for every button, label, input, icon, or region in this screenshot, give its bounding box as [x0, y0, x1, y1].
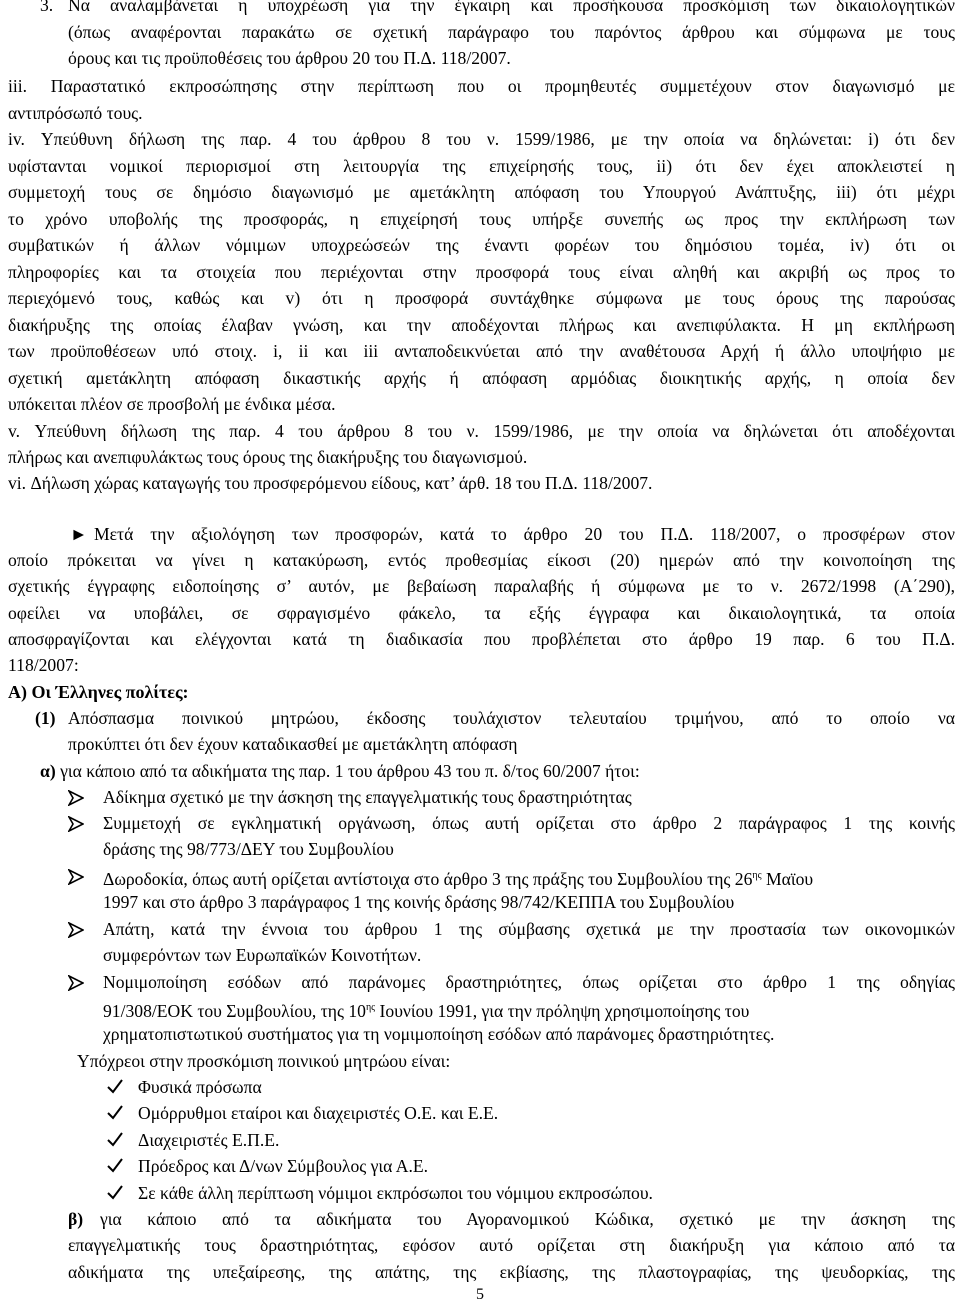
iv-line8: διακήρυξης της οποίας έλαβαν γνώση, και την αποδέχονται πλήρως και ανεπιφύλακτα. Η μη εκπλήρωση [8, 315, 955, 335]
bullet5-line2: 91/308/ΕΟΚ του Συμβουλίου, της $10^{\eta\varsigma}$ Ιουνίου 1991, για την πρόληψη χρησιμοποίησης του [103, 1000, 750, 1021]
arrowhead-icon [68, 869, 94, 885]
arrow-icon: ► [70, 524, 88, 544]
after-line2: οποίο πρόκειται να γίνει η κατακύρωση, εντός προθεσμίας είκοσι (20) ημερών από την κοινοποίηση της [8, 550, 955, 570]
after-line6: 118/2007: [8, 655, 79, 675]
bullet1-line1: Αδίκημα σχετικό με την άσκηση της επαγγελματικής τους δραστηριότητας [103, 787, 632, 807]
checkmark-icon [106, 1183, 126, 1201]
checkmark-icon [106, 1077, 126, 1095]
arrowhead-icon [68, 816, 94, 832]
vi-line1: vi. Δήλωση χώρας καταγωγής του προσφερόμενου είδους, κατ’ άρθ. 18 του Π.Δ. 118/2007. [8, 473, 653, 493]
iv-line4: το χρόνο υποβολής της προσφοράς, η επιχείρησή τους υπήρξε συνεπής ως προς την εκπλήρωση των [8, 209, 955, 229]
after-line3: σχετικής έγγραφης ειδοποίησης σ’ αυτόν, με βεβαίωση παραλαβής ή σύμφωνα με το ν. 2672/1998 (Α΄290), [8, 576, 955, 596]
iv-line10: σχετική αμετάκλητη απόφαση δικαστικής αρχής ή απόφαση αρμόδιας διοικητικής αρχής, η οποία δεν [8, 368, 955, 388]
iv-line1: iv. Υπεύθυνη δήλωση της παρ. 4 του άρθρου 8 του ν. 1599/1986, με την οποία να δηλώνεται: i) ότι δεν [8, 129, 955, 149]
bullet4-line1: Απάτη, κατά την έννοια του άρθρου 1 της σύμβασης σχετικά με την προστασία των οικονομικών [103, 919, 955, 939]
criminal-record-line2: προκύπτει ότι δεν έχουν καταδικασθεί με αμετάκλητη απόφαση [68, 734, 518, 754]
bullet2-line1: Συμμετοχή σε εγκληματική οργάνωση, όπως αυτή ορίζεται στο άρθρο 2 παράγραφος 1 της κοινής [103, 813, 955, 833]
iii-line1: iii. Παραστατικό εκπροσώπησης στην περίπτωση που οι προμηθευτές συμμετέχουν στον διαγωνισμό με [8, 76, 955, 96]
arrowhead-icon [68, 922, 94, 938]
checkmark-icon [106, 1103, 126, 1121]
document-page: 3. Να αναλαμβάνεται η υποχρέωση για την έγκαιρη και προσήκουσα προσκόμιση των δικαιολογητικών (όπως αναφέρονται παρακάτω σε σχετική παράγραφο του παρόντος άρθρου και σύμφωνα με τους όρους και τις προϋποθέσεις του άρθρου 20 του Π.Δ. 118/2007. iii. Παραστατικό εκπροσώπησης στην περίπτωση που οι προμηθευτές συμμετέχουν στον διαγωνισμό με αντιπρόσωπό τους. iv. Υπεύθυνη δήλωση της παρ. 4 του άρθρου 8 του ν. 1599/1986, με την οποία να δηλώνεται: i) ότι δεν υφίστανται νομικοί περιορισμοί στη λειτουργία της επιχείρησής τους, ii) ότι δεν έχει αποκλειστεί η συμμετοχή τους σε δημόσιο διαγωνισμό με αμετάκλητη απόφαση του Υπουργού Ανάπτυξης, iii) ότι μέχρι το χρόνο υποβολής της προσφοράς, η επιχείρησή τους υπήρξε συνεπής ως προς την εκπλήρωση των συμβατικών ή άλλων νόμιμων υποχρεώσεών της έναντι φορέων του δημόσιου τομέα, iv) ότι οι πληροφορίες και τα στοιχεία που περιέχονται στην προσφορά τους είναι αληθή και ακριβή ως προς το περιεχόμενό τους, καθώς και v) ότι η προσφορά συντάχθηκε σύμφωνα με τους όρους της παρούσας διακήρυξης της οποίας έλαβαν γνώση, και την αποδέχονται πλήρως και ανεπιφύλακτα. Η μη εκπλήρωση των προϋποθέσεων υπό στοιχ. i, ii και iii ανταποδεικνύεται από την αναθέτουσα Αρχή ή άλλο υποψήφιο με σχετική αμετάκλητη απόφαση δικαστικής αρχής ή απόφαση αρμόδιας διοικητικής αρχής, η οποία δεν υπόκειται πλέον σε προσβολή με ένδικα μέσα. v. Υπεύθυνη δήλωση της παρ. 4 του άρθρου 8 του ν. 1599/1986, με την οποία να δηλώνεται ότι αποδέχονται πλήρως και ανεπιφυλάκτως τους όρους της διακήρυξης του διαγωνισμού. vi. Δήλωση χώρας καταγωγής του προσφερόμενου είδους, κατ’ άρθ. 18 του Π.Δ. 118/2007. ► Μετά την αξιολόγηση των προσφορών, κατά το άρθρο 20 του Π.Δ. 118/2007, ο προσφέρων στον οποίο πρόκειται να γίνει η κατακύρωση, εντός προθεσμίας είκοσι (20) ημερών από την κοινοποίηση της σχετικής έγγραφης ειδοποίησης σ’ αυτόν, με βεβαίωση παραλαβής ή σύμφωνα με το ν. 2672/1998 (Α΄290), οφείλει να υποβάλει, σε σφραγισμένο φάκελο, τα εξής έγγραφα και δικαιολογητικά, τα οποία αποσφραγίζονται και ελέγχονται κατά τη διαδικασία που προβλέπεται στο άρθρο 19 παρ. 6 του Π.Δ. 118/2007: Α) Οι Έλληνες πολίτες: (1) Απόσπασμα ποινικού μητρώου, έκδοσης τουλάχιστον τελευταίου τριμήνου, από το οποίο να προκύπτει ότι δεν έχουν καταδικασθεί με αμετάκλητη απόφαση α) για κάποιο από τα αδικήματα της παρ. 1 του άρθρου 43 του π. δ/τος 60/2007 ήτοι: Αδίκημα σχετικό με την άσκηση της επαγγελματικής τους δραστηριότητας Συμμετοχή σε εγκληματική οργάνωση, όπως αυτή ορίζεται στο άρθρο 2 παράγραφος 1 της κοινής δράσης της 98/773/ΔΕΥ του Συμβουλίου Δωροδοκία, όπως αυτή ορίζεται αντίστοιχα στο άρθρο 3 της πράξης του Συμβουλίου της $26^{\eta\varsigma}$ Μαϊου 1997 και στο άρθρο 3 παράγραφος 1 της κοινής δράσης 98/742/ΚΕΠΠΑ του Συμβουλίου Απάτη, κατά την έννοια του άρθρου 1 της σύμβασης σχετικά με την προστασία των οικονομικών συμφερόντων των Ευρωπαϊκών Κοινοτήτων. Νομιμοποίηση εσόδων από παράνομες δραστηριότητες, όπως ορίζεται στο άρθρο 1 της οδηγίας 91/308/ΕΟΚ του Συμβουλίου, της $10^{\eta\varsigma}$ Ιουνίου 1991, για την πρόληψη χρησιμοποίησης του χρηματοπιστωτικού συστήματος για τη νομιμοποίηση εσόδων από παράνομες δραστηριότητες. Υπόχρεοι στην προσκόμιση ποινικού μητρώου είναι: Φυσικά πρόσωπα Ομόρρυθμοι εταίροι και διαχειριστές Ο.Ε. και Ε.Ε. Διαχειριστές Ε.Π.Ε. Πρόεδρος και Δ/νων Σύμβουλος για Α.Ε. Σε κάθε άλλη περίπτωση νόμιμοι εκπρόσωποι του νόμιμου εκπροσώπου. β) για κάποιο από τα αδικήματα του Αγορανομικού Κώδικα, σχετικό με την άσκηση της επαγγελματικής τους δραστηριότητας, εφόσον αυτό ορίζεται στη διακήρυξη για κάποιο από τα αδικήματα της υπεξαίρεσης, της απάτης, της εκβίασης, της πλαστογραφίας, της ψευδορκίας, της 5 [0, 0, 960, 1307]
beta-line2: επαγγελματικής τους δραστηριότητας, εφόσον αυτό ορίζεται στη διακήρυξη για κάποιο από τα [68, 1235, 955, 1255]
obliged-intro: Υπόχρεοι στην προσκόμιση ποινικού μητρώου είναι: [77, 1051, 451, 1071]
bullet3-line1: Δωροδοκία, όπως αυτή ορίζεται αντίστοιχα στο άρθρο 3 της πράξης του Συμβουλίου της $26^{\eta\varsigma}$ Μαϊου [103, 868, 814, 889]
page-number: 5 [476, 1286, 484, 1303]
iv-line11: υπόκειται πλέον σε προσβολή με ένδικα μέσα. [8, 394, 336, 414]
beta-label: β) [68, 1209, 84, 1229]
iv-line6: πληροφορίες και τα στοιχεία που περιέχονται στην προσφορά τους είναι αληθή και ακριβή ως προς το [8, 262, 955, 282]
check-item-2: Ομόρρυθμοι εταίροι και διαχειριστές Ο.Ε. και Ε.Ε. [138, 1103, 499, 1123]
v-line2: πλήρως και ανεπιφυλάκτως τους όρους της διακήρυξης του διαγωνισμού. [8, 447, 528, 467]
after-line5: αποσφραγίζονται και ελέγχονται κατά τη διαδικασία που προβλέπεται στο άρθρο 19 παρ. 6 του Π.Δ. [8, 629, 955, 649]
iv-line9: των προϋποθέσεων υπό στοιχ. i, ii και iii ανταποδεικνύεται από την αναθέτουσα Αρχή ή άλλο υποψήφιο με [8, 341, 955, 361]
iv-line5: συμβατικών ή άλλων νόμιμων υποχρεώσεών της έναντι φορέων του δημόσιου τομέα, iv) ότι οι [8, 235, 955, 255]
bullet3-line2: 1997 και στο άρθρο 3 παράγραφος 1 της κοινής δράσης 98/742/ΚΕΠΠΑ του Συμβουλίου [103, 892, 735, 912]
bullet5-line3: χρηματοπιστωτικού συστήματος για τη νομιμοποίηση εσόδων από παράνομες δραστηριότητες. [103, 1024, 775, 1044]
checkmark-icon [106, 1130, 126, 1148]
v-line1: v. Υπεύθυνη δήλωση της παρ. 4 του άρθρου 8 του ν. 1599/1986, με την οποία να δηλώνεται ότι αποδέχονται [8, 421, 955, 441]
arrowhead-icon [68, 975, 94, 991]
bullet5-line1: Νομιμοποίηση εσόδων από παράνομες δραστηριότητες, όπως ορίζεται στο άρθρο 1 της οδηγίας [103, 972, 955, 992]
check-item-5: Σε κάθε άλλη περίπτωση νόμιμοι εκπρόσωποι του νόμιμου εκπροσώπου. [138, 1183, 653, 1203]
bullet2-line2: δράσης της 98/773/ΔΕΥ του Συμβουλίου [103, 839, 394, 859]
after-line4: οφείλει να υποβάλει, σε σφραγισμένο φάκελο, τα εξής έγγραφα και δικαιολογητικά, τα οποία [8, 603, 955, 623]
check-item-4: Πρόεδρος και Δ/νων Σύμβουλος για Α.Ε. [138, 1156, 429, 1176]
arrowhead-icon [68, 790, 94, 806]
iv-line7: περιεχόμενό τους, καθώς και v) ότι η προσφορά συντάχθηκε σύμφωνα με τους όρους της παρούσας [8, 288, 955, 308]
alpha-line: α) για κάποιο από τα αδικήματα της παρ. 1 του άρθρου 43 του π. δ/τος 60/2007 ήτοι: [40, 761, 640, 781]
iv-line3: συμμετοχή τους σε δημόσιο διαγωνισμό με αμετάκλητη απόφαση του Υπουργού Ανάπτυξης, iii) ότι μέχρι [8, 182, 955, 202]
alpha-label: α) [40, 761, 56, 781]
item3-number: 3. [40, 0, 54, 15]
check-item-1: Φυσικά πρόσωπα [138, 1077, 262, 1097]
section-a-heading: Α) Οι Έλληνες πολίτες: [8, 682, 189, 702]
check-item-3: Διαχειριστές Ε.Π.Ε. [138, 1130, 280, 1150]
iv-line2: υφίστανται νομικοί περιορισμοί στη λειτουργία της επιχείρησής τους, ii) ότι δεν έχει αποκλειστεί η [8, 156, 955, 176]
checkmark-icon [106, 1156, 126, 1174]
item3-line2: (όπως αναφέρονται παρακάτω σε σχετική παράγραφο του παρόντος άρθρου και σύμφωνα με τους [68, 22, 955, 42]
iii-line2: αντιπρόσωπό τους. [8, 103, 143, 123]
beta-line3: αδικήματα της υπεξαίρεσης, της απάτης, της εκβίασης, της πλαστογραφίας, της ψευδορκίας, της [68, 1262, 955, 1282]
item3-line3: όρους και τις προϋποθέσεις του άρθρου 20 του Π.Δ. 118/2007. [68, 48, 511, 68]
bullet4-line2: συμφερόντων των Ευρωπαϊκών Κοινοτήτων. [103, 945, 422, 965]
item1-number: (1) [35, 708, 56, 728]
